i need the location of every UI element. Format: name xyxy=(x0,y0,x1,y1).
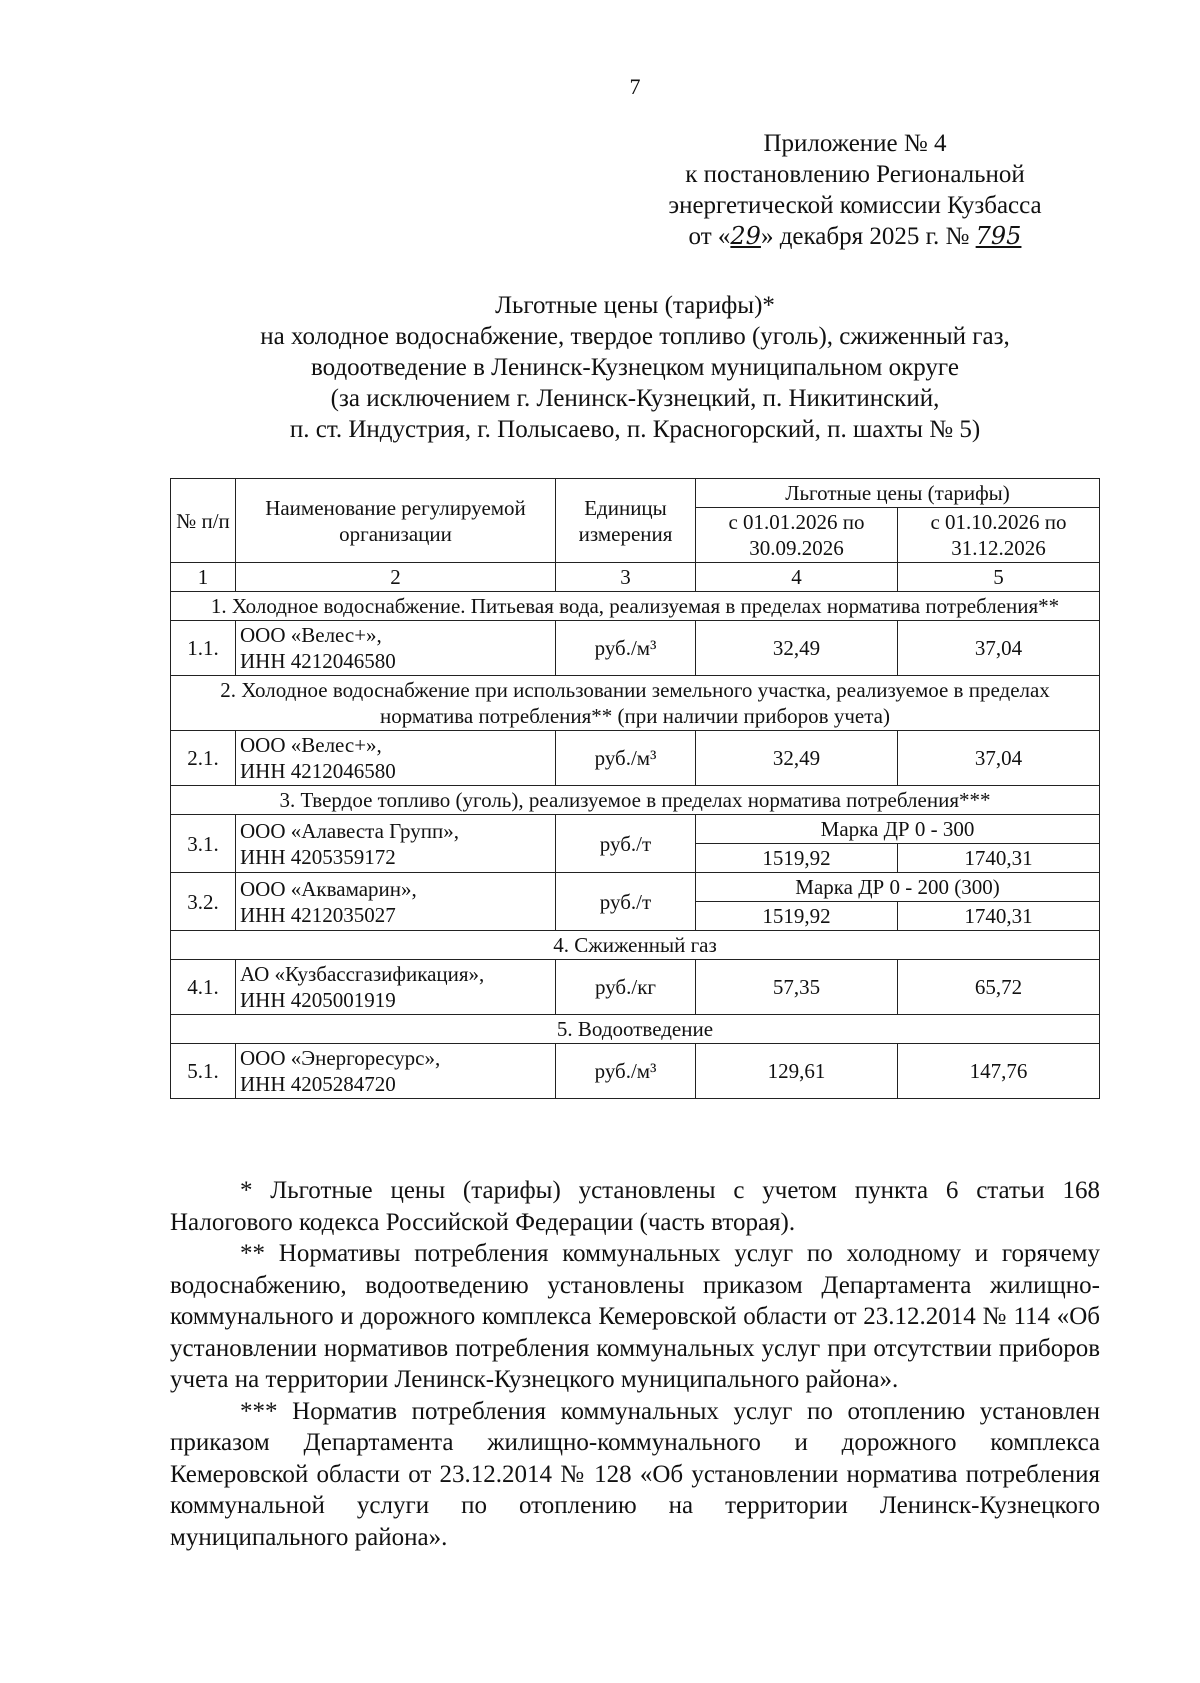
row-org xyxy=(236,1044,556,1099)
col-number: 4 xyxy=(696,563,898,592)
row-unit: руб./м³ xyxy=(556,621,696,676)
table-header-row xyxy=(171,479,1100,508)
org-name: ООО «Алавеста Групп», xyxy=(240,818,459,843)
header-period-1: с 01.01.2026 по 30.09.2026 xyxy=(696,508,898,563)
row-org xyxy=(236,815,556,873)
coal-grade: Марка ДР 0 - 200 (300) xyxy=(696,873,1100,902)
section-solid-fuel: 3. Твердое топливо (уголь), реализуемое в пределах норматива потребления*** xyxy=(171,786,1100,815)
table-row xyxy=(171,731,1100,786)
section-lpg: 4. Сжиженный газ xyxy=(171,931,1100,960)
appendix-header xyxy=(640,128,1070,252)
org-inn: ИНН 4205001919 xyxy=(240,988,396,1012)
row-unit: руб./кг xyxy=(556,960,696,1015)
document-title xyxy=(170,290,1100,445)
row-value-1: 129,61 xyxy=(696,1044,898,1099)
section-cold-water: 1. Холодное водоснабжение. Питьевая вода, реализуемая в пределах норматива потребления** xyxy=(171,592,1100,621)
row-value-1: 32,49 xyxy=(696,621,898,676)
row-value-2: 65,72 xyxy=(898,960,1100,1015)
org-inn: ИНН 4212035027 xyxy=(240,902,396,927)
table-row xyxy=(171,815,1100,844)
date-middle: » декабря 2025 г. № xyxy=(760,223,970,250)
section-row xyxy=(171,1015,1100,1044)
col-number: 3 xyxy=(556,563,696,592)
row-value-2: 37,04 xyxy=(898,621,1100,676)
row-value-2: 37,04 xyxy=(898,731,1100,786)
column-numbers-row xyxy=(171,563,1100,592)
org-inn: ИНН 4212046580 xyxy=(240,649,396,673)
appendix-title: Приложение № 4 xyxy=(763,130,947,157)
row-num: 5.1. xyxy=(171,1044,236,1099)
title-line-1: Льготные цены (тарифы)* xyxy=(495,292,775,319)
row-unit: руб./т xyxy=(556,815,696,873)
title-line-3: водоотведение в Ленинск-Кузнецком муниципальном округе xyxy=(311,354,959,381)
date-prefix: от « xyxy=(688,223,731,250)
org-name: ООО «Аквамарин», xyxy=(240,876,417,901)
col-number: 5 xyxy=(898,563,1100,592)
section-row xyxy=(171,931,1100,960)
appendix-ref-line: к постановлению Региональной xyxy=(685,161,1025,188)
row-org xyxy=(236,731,556,786)
header-org: Наименование регулируемой организации xyxy=(236,479,556,563)
title-line-5: п. ст. Индустрия, г. Полысаево, п. Красногорский, п. шахты № 5) xyxy=(289,416,981,443)
appendix-commission: энергетической комиссии Кузбасса xyxy=(668,192,1042,219)
header-unit: Единицы измерения xyxy=(556,479,696,563)
row-value-1: 57,35 xyxy=(696,960,898,1015)
page-number: 7 xyxy=(629,74,641,99)
row-value-1: 1519,92 xyxy=(696,844,898,873)
section-row xyxy=(171,786,1100,815)
table-row xyxy=(171,873,1100,902)
footnote-3: *** Норматив потребления коммунальных услуг по отоплению установлен приказом Департамента жилищно-коммунального и дорожного комплекса Кемеровской области от 23.12.2014 № 128 «Об установлении норматива потребления коммунальной услуги по отоплению на территории Ленинск-Кузнецкого муниципального района». xyxy=(170,1397,1100,1551)
col-number: 1 xyxy=(171,563,236,592)
row-org xyxy=(236,873,556,931)
section-drainage: 5. Водоотведение xyxy=(171,1015,1100,1044)
header-num: № п/п xyxy=(171,479,236,563)
row-org xyxy=(236,621,556,676)
footnotes xyxy=(170,1175,1100,1553)
row-unit: руб./м³ xyxy=(556,1044,696,1099)
row-num: 4.1. xyxy=(171,960,236,1015)
org-name: ООО «Велес+», xyxy=(240,623,382,647)
row-num: 2.1. xyxy=(171,731,236,786)
org-name: АО «Кузбассгазификация», xyxy=(240,962,485,986)
coal-grade: Марка ДР 0 - 300 xyxy=(696,815,1100,844)
appendix-date-line xyxy=(640,221,1070,252)
table-row xyxy=(171,1044,1100,1099)
section-row xyxy=(171,676,1100,731)
section-row xyxy=(171,592,1100,621)
handwritten-day: 29 xyxy=(730,222,761,250)
org-name: ООО «Энергоресурс», xyxy=(240,1046,441,1070)
row-num: 1.1. xyxy=(171,621,236,676)
table-row xyxy=(171,960,1100,1015)
row-value-1: 1519,92 xyxy=(696,902,898,931)
org-inn: ИНН 4205284720 xyxy=(240,1072,396,1096)
section-land-water: 2. Холодное водоснабжение при использовании земельного участка, реализуемое в пределах норматива потребления** (при наличии приборов учета) xyxy=(171,676,1100,731)
col-number: 2 xyxy=(236,563,556,592)
row-unit: руб./т xyxy=(556,873,696,931)
org-inn: ИНН 4205359172 xyxy=(240,844,396,869)
table-row xyxy=(171,621,1100,676)
row-unit: руб./м³ xyxy=(556,731,696,786)
row-value-2: 1740,31 xyxy=(898,902,1100,931)
header-prices: Льготные цены (тарифы) xyxy=(696,479,1100,508)
title-line-4: (за исключением г. Ленинск-Кузнецкий, п. Никитинский, xyxy=(330,385,940,412)
tariffs-table xyxy=(170,478,1100,1099)
row-value-2: 147,76 xyxy=(898,1044,1100,1099)
title-line-2: на холодное водоснабжение, твердое топливо (уголь), сжиженный газ, xyxy=(260,323,1010,350)
row-num: 3.2. xyxy=(171,873,236,931)
row-value-1: 32,49 xyxy=(696,731,898,786)
footnote-1: * Льготные цены (тарифы) установлены с учетом пункта 6 статьи 168 Налогового кодекса Российской Федерации (часть вторая). xyxy=(170,1177,1100,1236)
row-org xyxy=(236,960,556,1015)
row-value-2: 1740,31 xyxy=(898,844,1100,873)
handwritten-number: 795 xyxy=(975,222,1022,250)
footnote-2: ** Нормативы потребления коммунальных услуг по холодному и горячему водоснабжению, водоотведению установлены приказом Департамента жилищно-коммунального и дорожного комплекса Кемеровской области от 23.12.2014 № 114 «Об установлении нормативов потребления коммунальных услуг при отсутствии приборов учета на территории Ленинск-Кузнецкого муниципального района». xyxy=(170,1240,1100,1393)
row-num: 3.1. xyxy=(171,815,236,873)
org-name: ООО «Велес+», xyxy=(240,733,382,757)
org-inn: ИНН 4212046580 xyxy=(240,759,396,783)
header-period-2: с 01.10.2026 по 31.12.2026 xyxy=(898,508,1100,563)
